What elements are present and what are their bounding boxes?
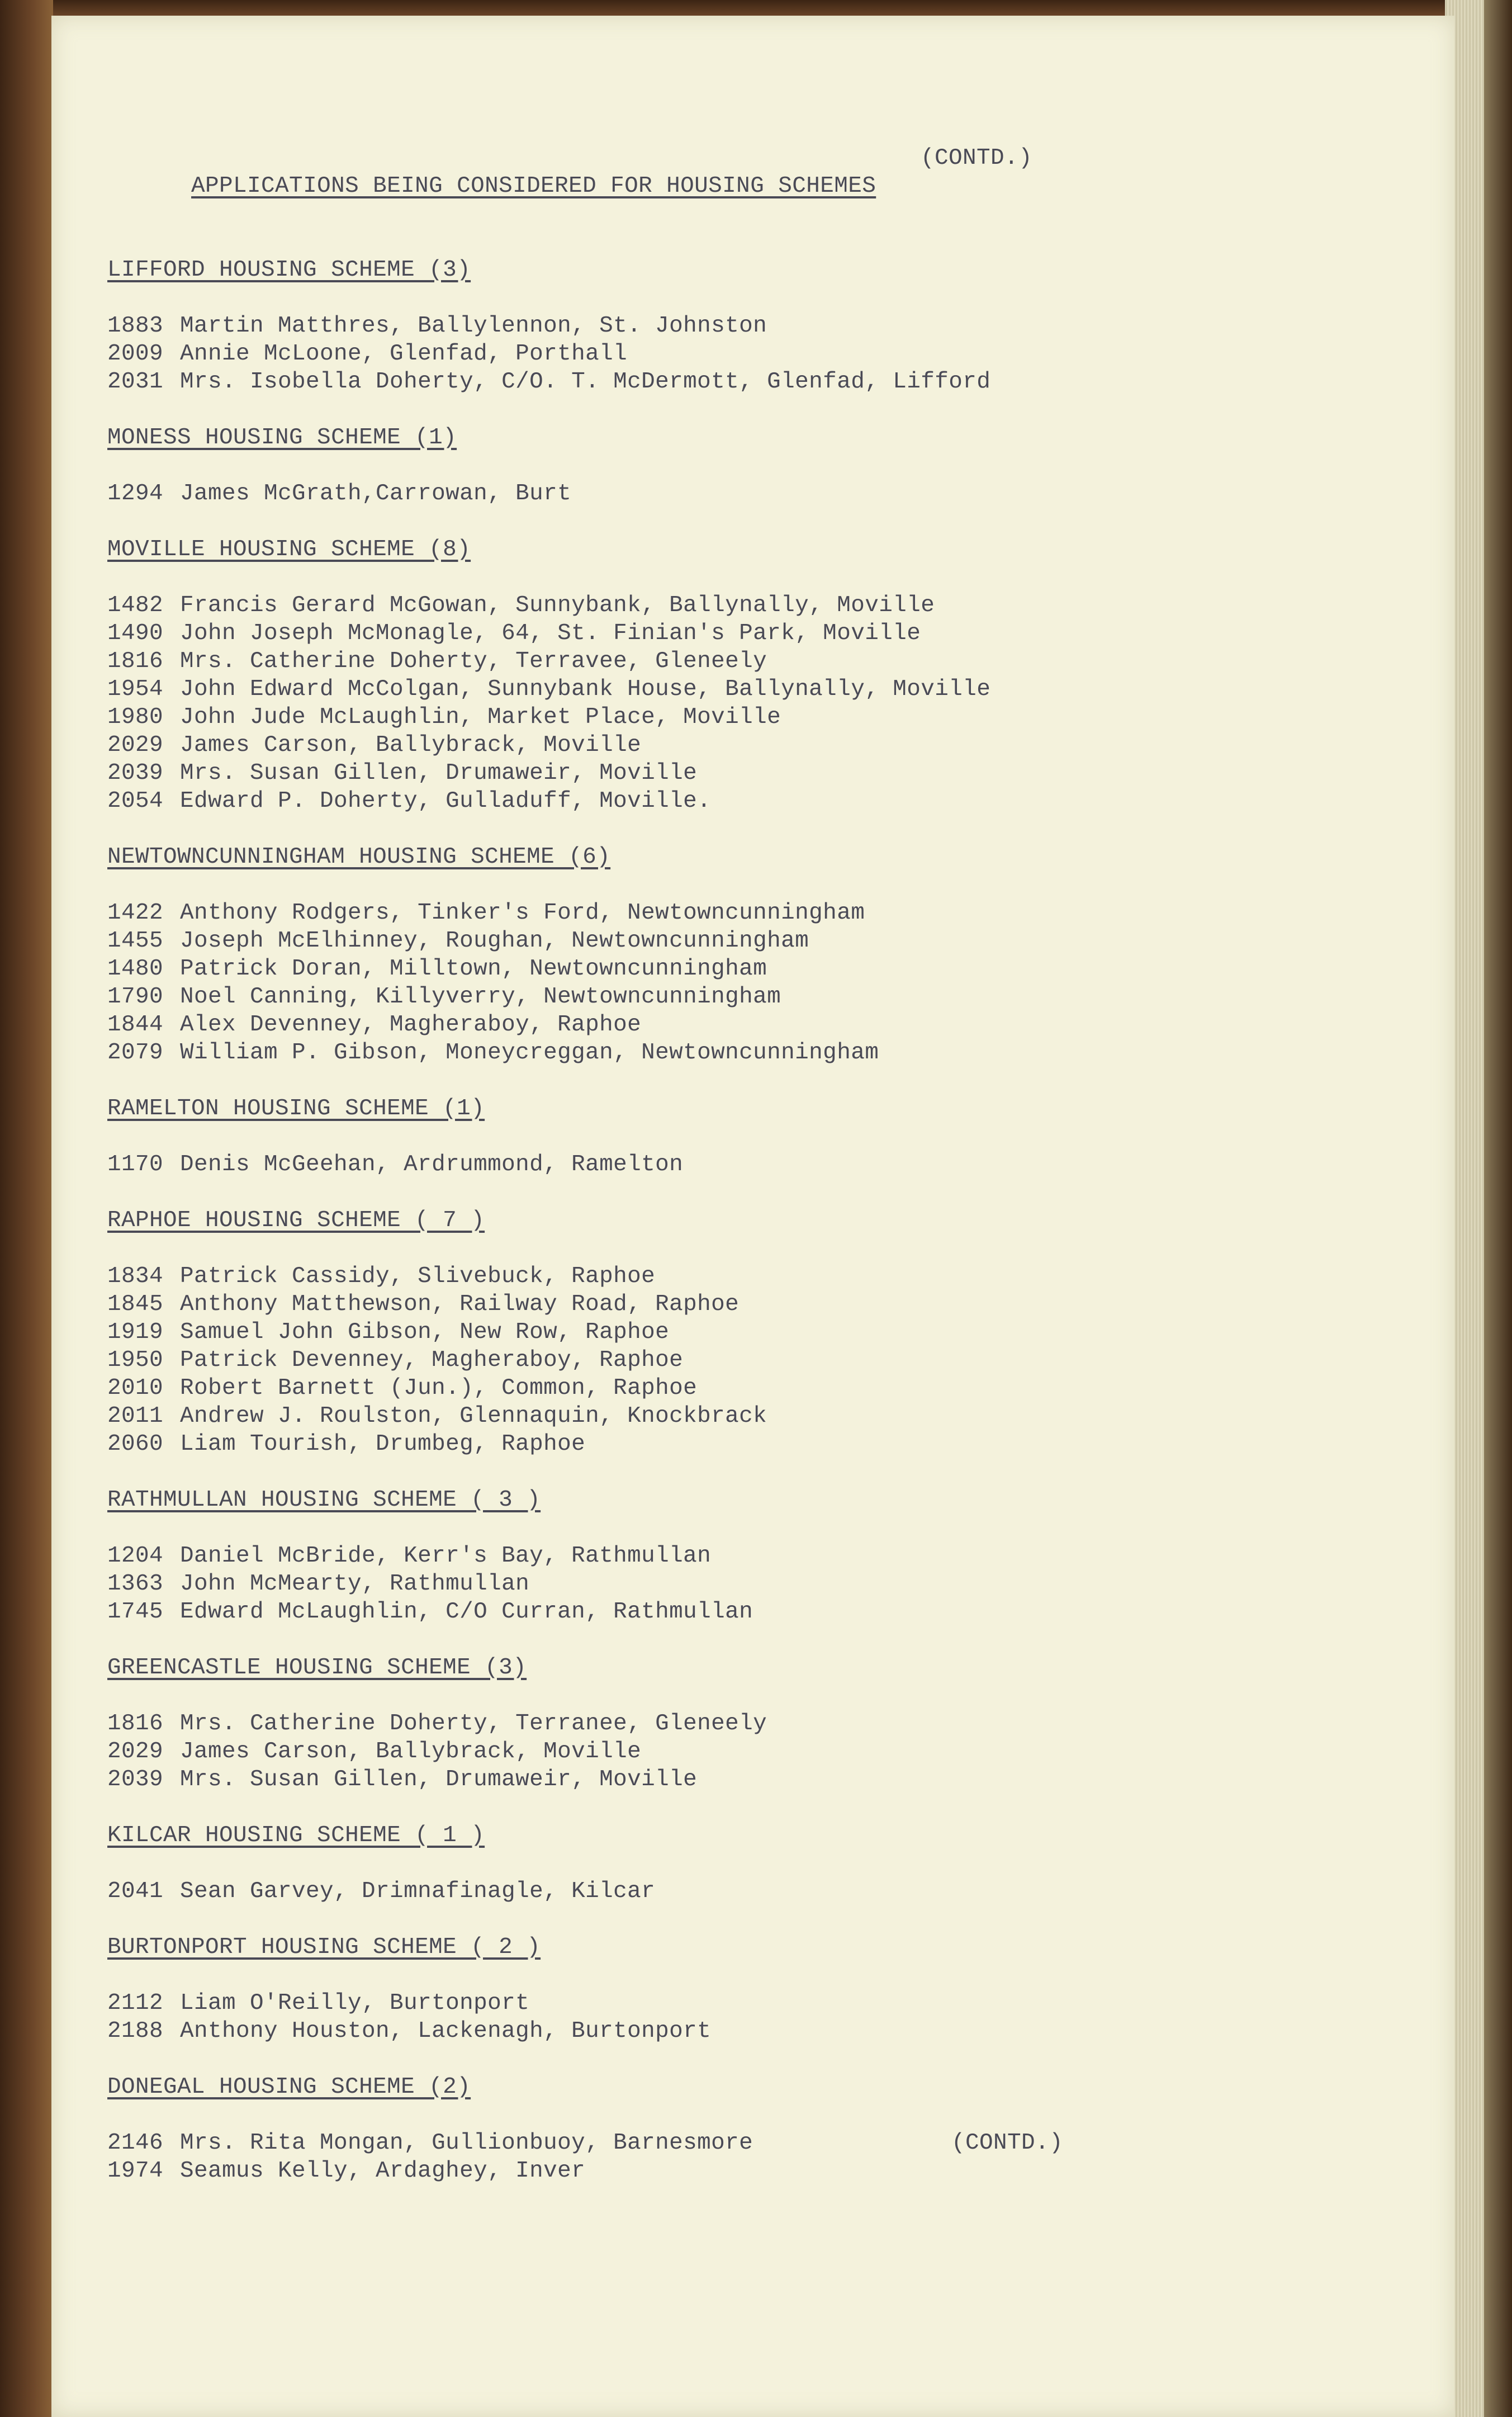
application-entry	[107, 2017, 1393, 2045]
application-entry	[107, 1598, 1393, 1626]
application-number: 2029	[107, 1739, 164, 1765]
applicant-details: James McGrath,Carrowan, Burt	[180, 481, 572, 507]
application-list	[107, 1710, 1393, 1794]
applicant-details: Mrs. Susan Gillen, Drumaweir, Moville	[180, 1767, 698, 1792]
application-number: 1816	[107, 649, 164, 674]
section-heading: DONEGAL HOUSING SCHEME (2)	[107, 2074, 471, 2100]
application-number: 1204	[107, 1543, 164, 1569]
application-number: 2146	[107, 2130, 164, 2156]
section-heading: MOVILLE HOUSING SCHEME (8)	[107, 537, 471, 562]
application-entry	[107, 787, 1393, 815]
binder-left-edge	[0, 0, 53, 2417]
binder-top-edge	[0, 0, 1512, 17]
section-heading: MONESS HOUSING SCHEME (1)	[107, 425, 457, 451]
applicant-details: Andrew J. Roulston, Glennaquin, Knockbrack	[180, 1403, 767, 1429]
application-number: 2009	[107, 341, 164, 367]
application-number: 1490	[107, 621, 164, 646]
section-heading: BURTONPORT HOUSING SCHEME ( 2 )	[107, 1934, 541, 1960]
application-entry	[107, 759, 1393, 787]
applicant-details: Seamus Kelly, Ardaghey, Inver	[180, 2158, 586, 2184]
application-number: 1422	[107, 900, 164, 926]
application-entry	[107, 1430, 1393, 1458]
section-heading: RATHMULLAN HOUSING SCHEME ( 3 )	[107, 1487, 541, 1513]
document-title: APPLICATIONS BEING CONSIDERED FOR HOUSING SCHEMES	[191, 173, 876, 199]
application-entry	[107, 927, 1393, 955]
housing-scheme-section	[107, 2073, 1393, 2185]
applicant-details: John Edward McColgan, Sunnybank House, Ballynally, Moville	[180, 677, 991, 702]
section-heading: RAPHOE HOUSING SCHEME ( 7 )	[107, 1208, 485, 1233]
applicant-details: Daniel McBride, Kerr's Bay, Rathmullan	[180, 1543, 712, 1569]
applicant-details: Edward P. Doherty, Gulladuff, Moville.	[180, 788, 712, 814]
application-list	[107, 312, 1393, 396]
application-entry	[107, 1570, 1393, 1598]
application-number: 2039	[107, 760, 164, 786]
application-list	[107, 1151, 1393, 1179]
housing-scheme-section	[107, 1822, 1393, 1905]
application-list	[107, 592, 1393, 815]
applicant-details: Denis McGeehan, Ardrummond, Ramelton	[180, 1152, 684, 1177]
application-entry	[107, 1374, 1393, 1402]
applicant-details: Annie McLoone, Glenfad, Porthall	[180, 341, 628, 367]
applicant-details: Alex Devenney, Magheraboy, Raphoe	[180, 1012, 642, 1038]
housing-scheme-section	[107, 1486, 1393, 1626]
application-entry	[107, 1402, 1393, 1430]
application-entry	[107, 619, 1393, 647]
application-entry	[107, 2129, 1393, 2157]
application-entry	[107, 675, 1393, 703]
application-entry	[107, 1738, 1393, 1766]
application-entry	[107, 1766, 1393, 1794]
application-entry	[107, 312, 1393, 340]
application-entry	[107, 955, 1393, 983]
application-number: 1980	[107, 704, 164, 730]
application-number: 2039	[107, 1767, 164, 1792]
application-number: 1845	[107, 1292, 164, 1317]
application-number: 1294	[107, 481, 164, 507]
application-list	[107, 899, 1393, 1067]
applicant-details: Liam Tourish, Drumbeg, Raphoe	[180, 1431, 586, 1457]
housing-scheme-section	[107, 1095, 1393, 1179]
section-heading: NEWTOWNCUNNINGHAM HOUSING SCHEME (6)	[107, 844, 611, 870]
section-heading: GREENCASTLE HOUSING SCHEME (3)	[107, 1655, 527, 1681]
application-entry	[107, 1710, 1393, 1738]
application-number: 1480	[107, 956, 164, 982]
applicant-details: Francis Gerard McGowan, Sunnybank, Ballynally, Moville	[180, 593, 935, 618]
applicant-details: Patrick Cassidy, Slivebuck, Raphoe	[180, 1264, 656, 1289]
application-number: 2041	[107, 1879, 164, 1904]
applicant-details: Mrs. Catherine Doherty, Terranee, Gleneely	[180, 1711, 767, 1737]
applicant-details: Robert Barnett (Jun.), Common, Raphoe	[180, 1375, 698, 1401]
applicant-details: James Carson, Ballybrack, Moville	[180, 732, 642, 758]
application-number: 1482	[107, 593, 164, 618]
continued-marker-top: (CONTD.)	[921, 145, 1033, 171]
document-page	[51, 16, 1454, 2417]
application-entry	[107, 1877, 1393, 1905]
sections-list	[107, 256, 1393, 2185]
application-entry	[107, 899, 1393, 927]
applicant-details: James Carson, Ballybrack, Moville	[180, 1739, 642, 1765]
application-number: 2188	[107, 2018, 164, 2044]
section-heading: KILCAR HOUSING SCHEME ( 1 )	[107, 1823, 485, 1848]
application-entry	[107, 1346, 1393, 1374]
section-heading: LIFFORD HOUSING SCHEME (3)	[107, 257, 471, 283]
application-number: 1950	[107, 1347, 164, 1373]
section-heading: RAMELTON HOUSING SCHEME (1)	[107, 1096, 485, 1122]
housing-scheme-section	[107, 256, 1393, 396]
housing-scheme-section	[107, 424, 1393, 508]
continued-marker-bottom: (CONTD.)	[951, 2130, 1064, 2156]
application-number: 1954	[107, 677, 164, 702]
application-list	[107, 2129, 1393, 2185]
application-entry	[107, 703, 1393, 731]
housing-scheme-section	[107, 536, 1393, 815]
applicant-details: Mrs. Susan Gillen, Drumaweir, Moville	[180, 760, 698, 786]
document-body	[107, 88, 1393, 2241]
application-entry	[107, 1151, 1393, 1179]
applicant-details: Anthony Rodgers, Tinker's Ford, Newtowncunningham	[180, 900, 865, 926]
application-number: 2031	[107, 369, 164, 395]
application-entry	[107, 647, 1393, 675]
application-number: 2054	[107, 788, 164, 814]
application-entry	[107, 1290, 1393, 1318]
application-entry	[107, 368, 1393, 396]
applicant-details: John Joseph McMonagle, 64, St. Finian's Park, Moville	[180, 621, 921, 646]
housing-scheme-section	[107, 1654, 1393, 1794]
document-header	[107, 144, 1393, 199]
application-number: 1363	[107, 1571, 164, 1597]
applicant-details: Noel Canning, Killyverry, Newtowncunningham	[180, 984, 781, 1010]
application-entry	[107, 983, 1393, 1011]
housing-scheme-section	[107, 1933, 1393, 2045]
application-list	[107, 1989, 1393, 2045]
application-number: 1974	[107, 2158, 164, 2184]
application-list	[107, 1542, 1393, 1626]
application-entry	[107, 1262, 1393, 1290]
application-number: 1883	[107, 313, 164, 339]
applicant-details: Anthony Matthewson, Railway Road, Raphoe	[180, 1292, 740, 1317]
application-entry	[107, 731, 1393, 759]
application-number: 2112	[107, 1990, 164, 2016]
application-entry	[107, 340, 1393, 368]
application-number: 1790	[107, 984, 164, 1010]
application-number: 2060	[107, 1431, 164, 1457]
applicant-details: Sean Garvey, Drimnafinagle, Kilcar	[180, 1879, 656, 1904]
application-entry	[107, 592, 1393, 619]
applicant-details: William P. Gibson, Moneycreggan, Newtowncunningham	[180, 1040, 879, 1066]
application-entry	[107, 2157, 1393, 2185]
applicant-details: Martin Matthres, Ballylennon, St. Johnston	[180, 313, 767, 339]
housing-scheme-section	[107, 843, 1393, 1067]
application-entry	[107, 1039, 1393, 1067]
page-stack-shadow	[1484, 0, 1512, 2417]
application-entry	[107, 1011, 1393, 1039]
applicant-details: Samuel John Gibson, New Row, Raphoe	[180, 1319, 670, 1345]
applicant-details: Mrs. Rita Mongan, Gullionbuoy, Barnesmore	[180, 2130, 753, 2156]
application-entry	[107, 1318, 1393, 1346]
applicant-details: Patrick Doran, Milltown, Newtowncunningham	[180, 956, 767, 982]
application-number: 2029	[107, 732, 164, 758]
applicant-details: Joseph McElhinney, Roughan, Newtowncunningham	[180, 928, 809, 954]
application-list	[107, 480, 1393, 508]
applicant-details: Anthony Houston, Lackenagh, Burtonport	[180, 2018, 712, 2044]
application-number: 1745	[107, 1599, 164, 1625]
application-number: 2079	[107, 1040, 164, 1066]
application-number: 1455	[107, 928, 164, 954]
application-number: 1170	[107, 1152, 164, 1177]
applicant-details: Liam O'Reilly, Burtonport	[180, 1990, 530, 2016]
application-entry	[107, 1989, 1393, 2017]
application-number: 1919	[107, 1319, 164, 1345]
application-number: 2011	[107, 1403, 164, 1429]
applicant-details: Mrs. Isobella Doherty, C/O. T. McDermott, Glenfad, Lifford	[180, 369, 991, 395]
application-entry	[107, 480, 1393, 508]
application-list	[107, 1877, 1393, 1905]
applicant-details: John McMearty, Rathmullan	[180, 1571, 530, 1597]
application-number: 1816	[107, 1711, 164, 1737]
application-number: 2010	[107, 1375, 164, 1401]
application-number: 1844	[107, 1012, 164, 1038]
applicant-details: Edward McLaughlin, C/O Curran, Rathmullan	[180, 1599, 753, 1625]
application-entry	[107, 1542, 1393, 1570]
application-number: 1834	[107, 1264, 164, 1289]
applicant-details: Mrs. Catherine Doherty, Terravee, Gleneely	[180, 649, 767, 674]
housing-scheme-section	[107, 1207, 1393, 1458]
applicant-details: Patrick Devenney, Magheraboy, Raphoe	[180, 1347, 684, 1373]
applicant-details: John Jude McLaughlin, Market Place, Moville	[180, 704, 781, 730]
application-list	[107, 1262, 1393, 1458]
